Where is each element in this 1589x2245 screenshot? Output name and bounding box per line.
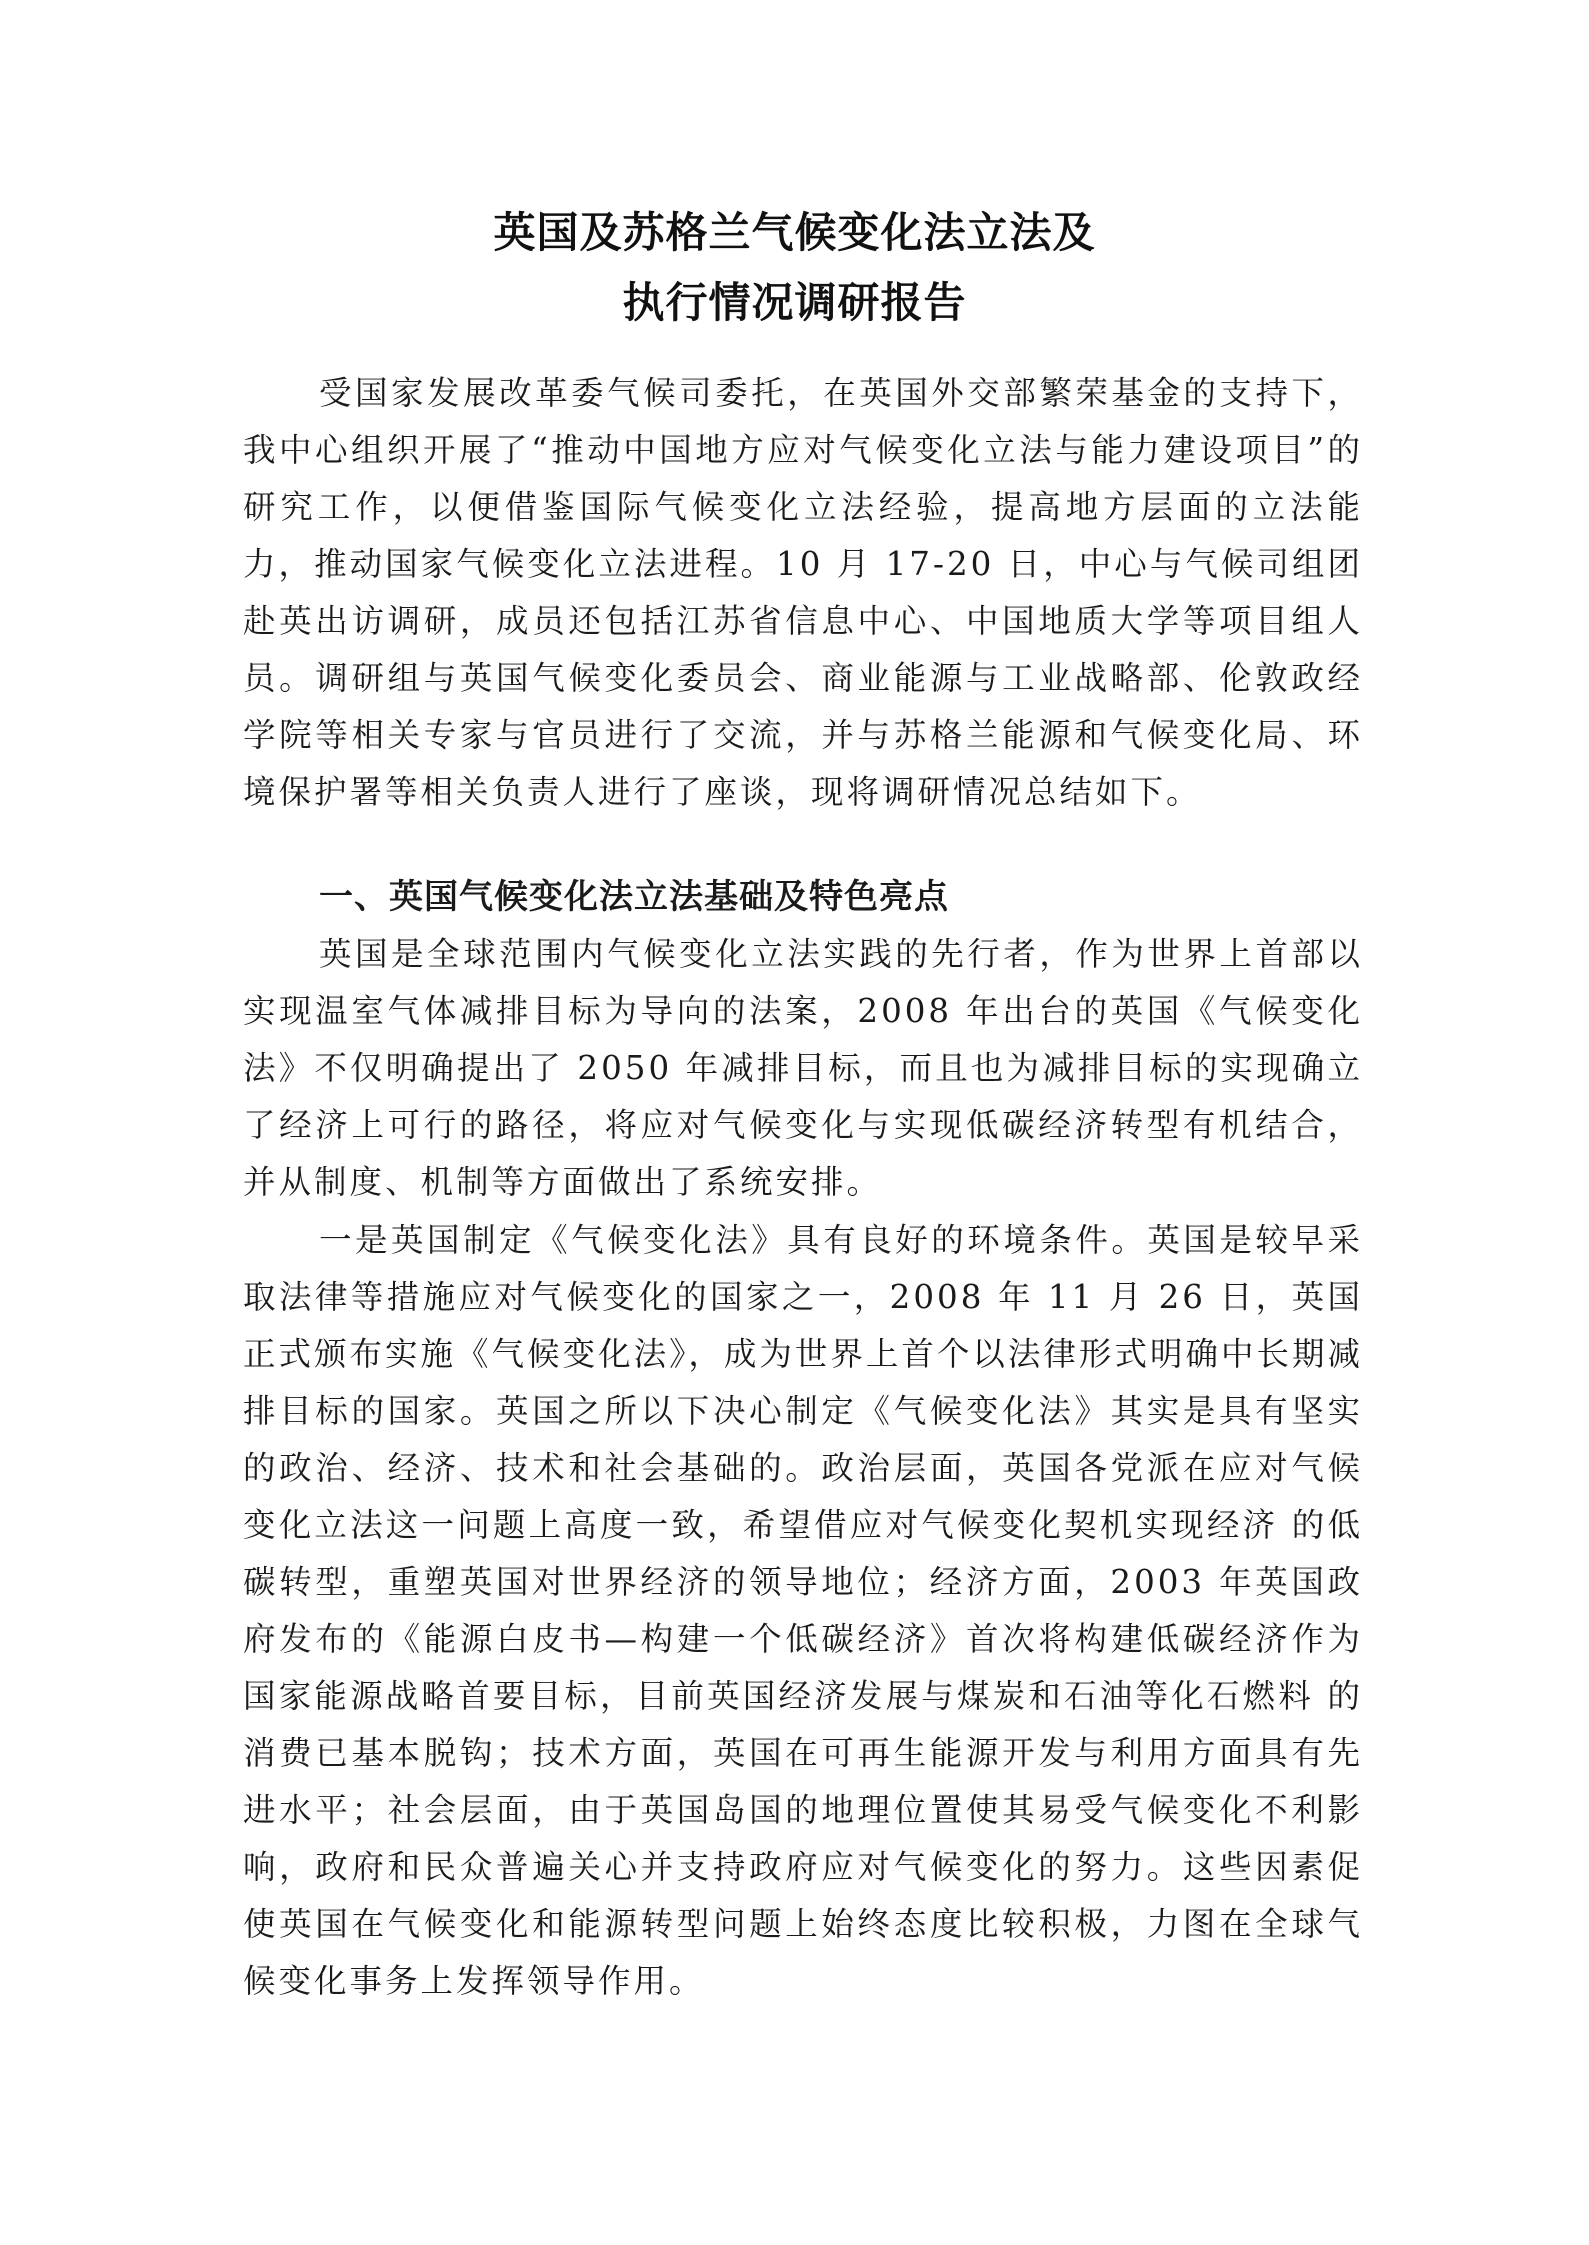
paragraph-intro: 受国家发展改革委气候司委托，在英国外交部繁荣基金的支持下，我中心组织开展了“推动中国地方应对气候变化立法与能力建设项目”的研究工作，以便借鉴国际气候变化立法经验，提高地方层面的立法能力，推动国家气候变化立法进程。10 月 17-20 日，中心与气候司组团赴英出访调研，成员还包括江苏省信息中心、中国地质大学等项目组人员。调研组与英国气候变化委员会、商业能源与工业战略部、伦敦政经学院等相关专家与官员进行了交流，并与苏格兰能源和气候变化局、环境保护署等相关负责人进行了座谈，现将调研情况总结如下。 (243, 374, 1363, 811)
document-title-line1: 英国及苏格兰气候变化法立法及 (493, 208, 1096, 257)
document-title-line2: 执行情况调研报告 (622, 278, 967, 327)
paragraph-section1-point1: 一是英国制定《气候变化法》具有良好的环境条件。英国是较早采取法律等措施应对气候变化的国家之一，2008 年 11 月 26 日，英国正式颁布实施《气候变化法》，成为世界上首个以法律形式明确中长期减排目标的国家。英国之所以下决心制定《气候变化法》其实是具有坚实的政治、经济、技术和社会基础的。政治层面，英国各党派在应对气候变化立法这一问题上高度一致，希望借应对气候变化契机实现经济 的低碳转型，重塑英国对世界经济的领导地位；经济方面，2003 年英国政府发布的《能源白皮书—构建一个低碳经济》首次将构建低碳经济作为国家能源战略首要目标，目前英国经济发展与煤炭和石油等化石燃料 的消费已基本脱钩；技术方面，英国在可再生能源开发与利用方面具有先进水平；社会层面，由于英国岛国的地理位置使其易受气候变化不利影响，政府和民众普遍关心并支持政府应对气候变化的努力。这些因素促使英国在气候变化和能源转型问题上始终态度比较积极，力图在全球气候变化事务上发挥领导作用。 (243, 1221, 1363, 2000)
paragraph-section1-overview: 英国是全球范围内气候变化立法实践的先行者，作为世界上首部以实现温室气体减排目标为导向的法案，2008 年出台的英国《气候变化法》不仅明确提出了 2050 年减排目标，而且也为减排目标的实现确立了经济上可行的路径，将应对气候变化与实现低碳经济转型有机结合，并从制度、机制等方面做出了系统安排。 (243, 935, 1363, 1201)
section-heading-1: 一、英国气候变化法立法基础及特色亮点 (319, 877, 949, 917)
